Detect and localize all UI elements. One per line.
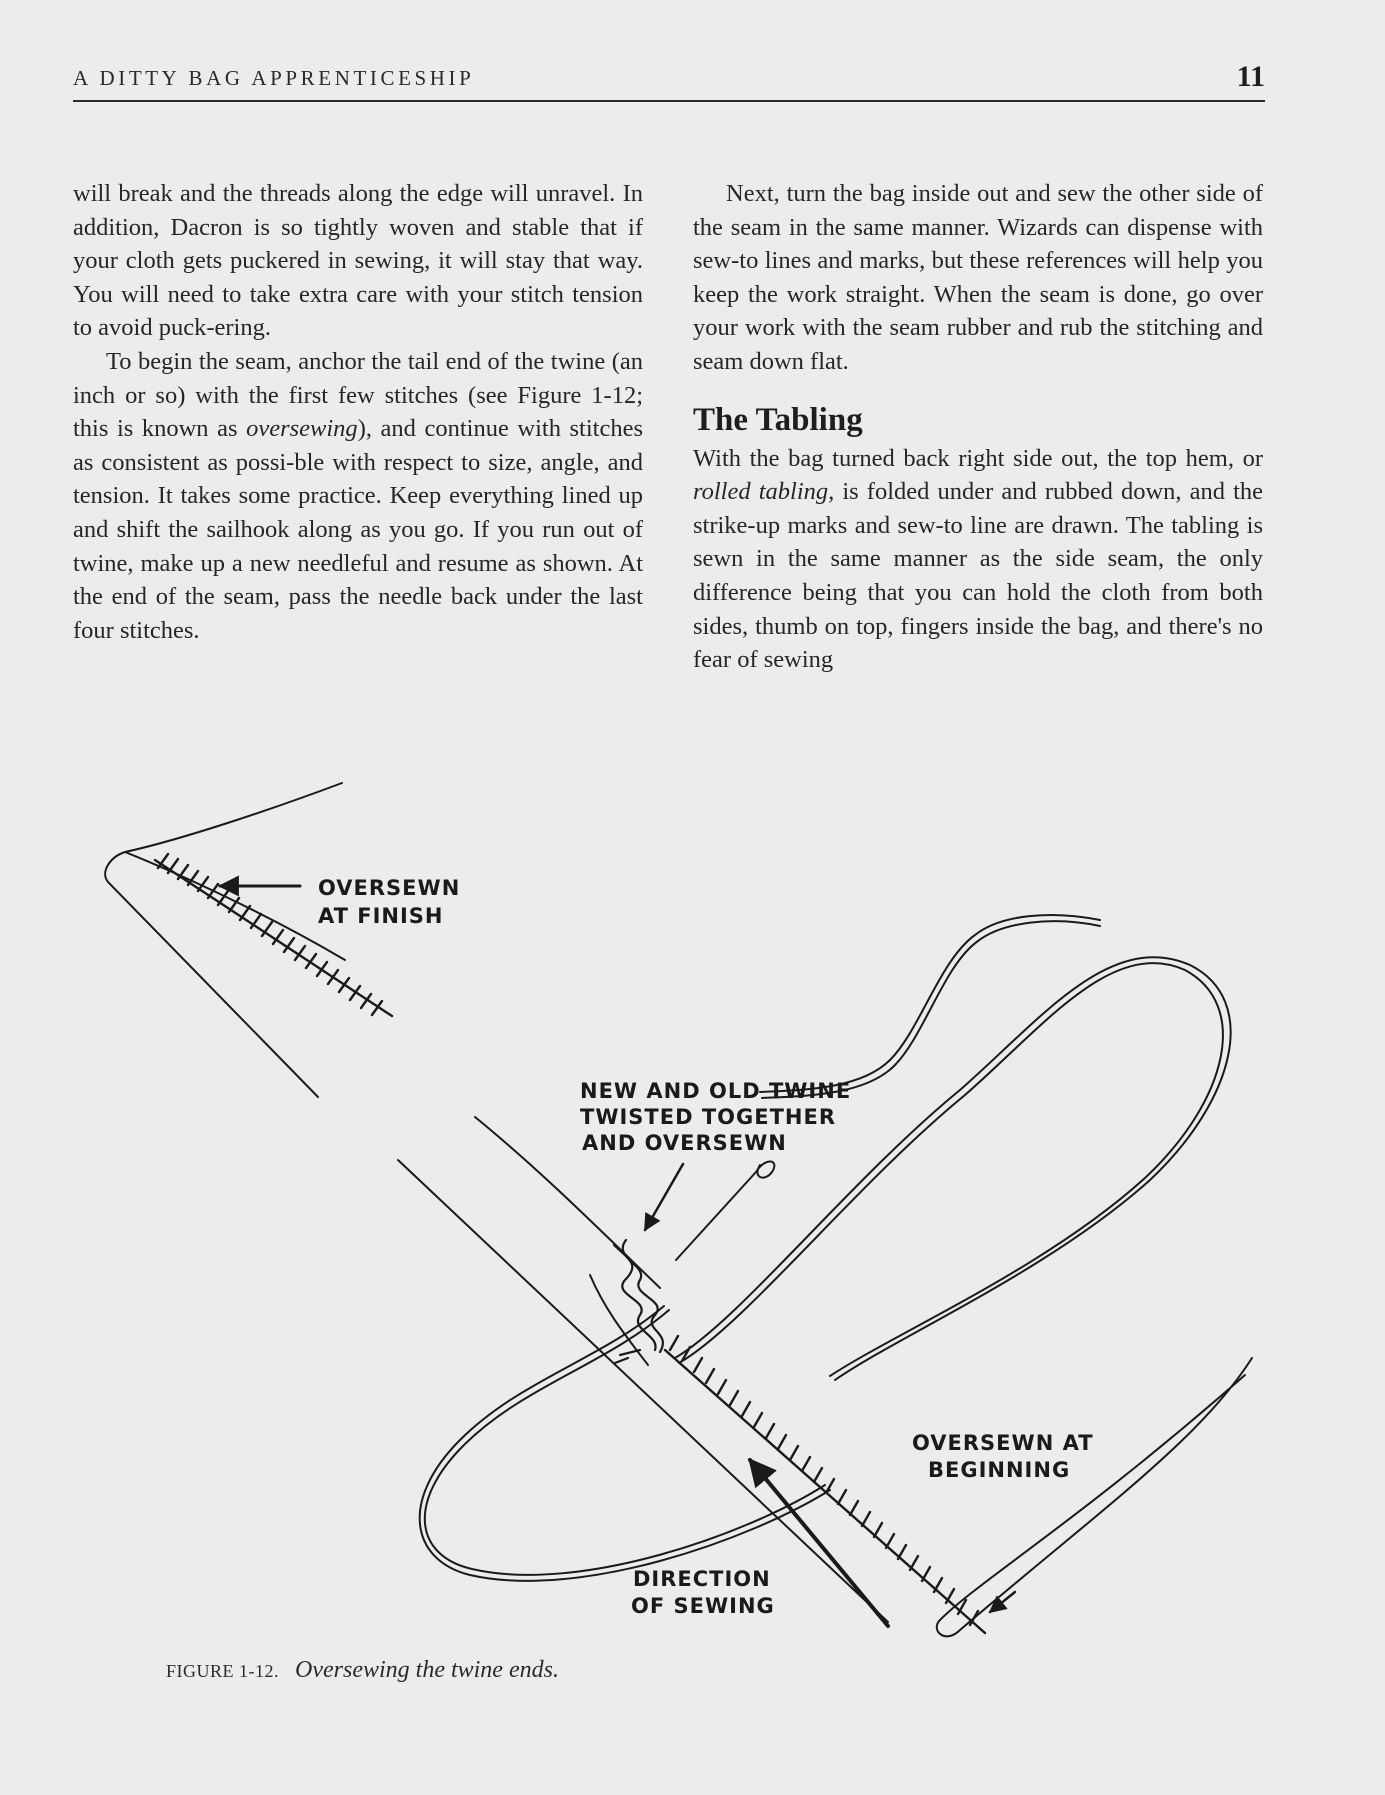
right-p2-part-1: With the bag turned back right side out, the top hem, or [693, 444, 1263, 472]
cloth-edge-top [105, 783, 342, 1097]
right-p2-italic: rolled tabling, [693, 478, 835, 506]
label-begin-1: OVERSEWN AT [912, 1431, 1094, 1455]
running-head: A DITTY BAG APPRENTICESHIP [73, 66, 475, 90]
left-p2-italic: oversewing [246, 415, 358, 443]
label-twine-2: TWISTED TOGETHER [580, 1105, 837, 1129]
page-number: 11 [1236, 60, 1265, 93]
left-paragraph-2 [73, 345, 643, 647]
caption-text: Oversewing the twine ends. [295, 1657, 559, 1683]
twine-loop-upper [760, 915, 1100, 1092]
right-paragraph-1: Next, turn the bag inside out and sew the other side of the seam in the same manner. Wizards can dispense with sew-to lines and marks, but these references will help you keep the work straight. When the seam is done, go over your work with the seam rubber and rub the stitching and seam down flat. [693, 180, 1263, 375]
figure-illustration [0, 760, 1385, 1660]
left-p2-part-1: To begin the seam, anchor the tail end of the twine (an inch or so) with the first few stitches (see Figure 1-12; this is known as [73, 347, 643, 443]
label-twine-1: NEW AND OLD TWINE [580, 1079, 852, 1103]
label-finish-1: OVERSEWN [318, 876, 461, 900]
caption-label: FIGURE 1-12. [166, 1661, 279, 1681]
right-p2-part-2: is folded under and rubbed down, and the strike-up marks and sew-to line are drawn. The tabling is sewn in the same manner as the side seam, the only difference being that you can hold the cloth from both sides, thumb on top, fingers inside the bag, and there's no fear of sewing [693, 478, 1263, 674]
label-finish-2: AT FINISH [318, 904, 444, 928]
figure-caption [166, 1657, 559, 1684]
header-rule [73, 100, 1265, 102]
label-begin-2: BEGINNING [928, 1458, 1071, 1482]
right-column [693, 177, 1263, 677]
section-heading: The Tabling [693, 401, 863, 438]
left-p2-part-2: ), and continue with stitches as consistent as possi-ble with respect to size, angle, and tension. It takes some practice. Keep everything lined up and shift the sailhook along as you go. If you run out of twine, make up a new needleful and resume as shown. At the end of the seam, pass the needle back under the last four stitches. [73, 415, 643, 644]
twine-loop-left [420, 1306, 830, 1581]
label-twine-3: AND OVERSEWN [582, 1131, 787, 1155]
oversewing-diagram [0, 760, 1385, 1660]
left-column [73, 177, 643, 647]
label-direction-2: OF SEWING [631, 1594, 775, 1618]
cloth-edge-bottom [937, 1358, 1252, 1636]
right-paragraph-2 [693, 442, 1263, 677]
left-paragraph-1: will break and the threads along the edge will unravel. In addition, Dacron is so tightly woven and stable that if your cloth gets puckered in sewing, it will stay that way. You will need to take extra care with your stitch tension to avoid puck-ering. [73, 180, 643, 342]
label-direction-1: DIRECTION [633, 1567, 771, 1591]
needle [676, 1161, 774, 1260]
